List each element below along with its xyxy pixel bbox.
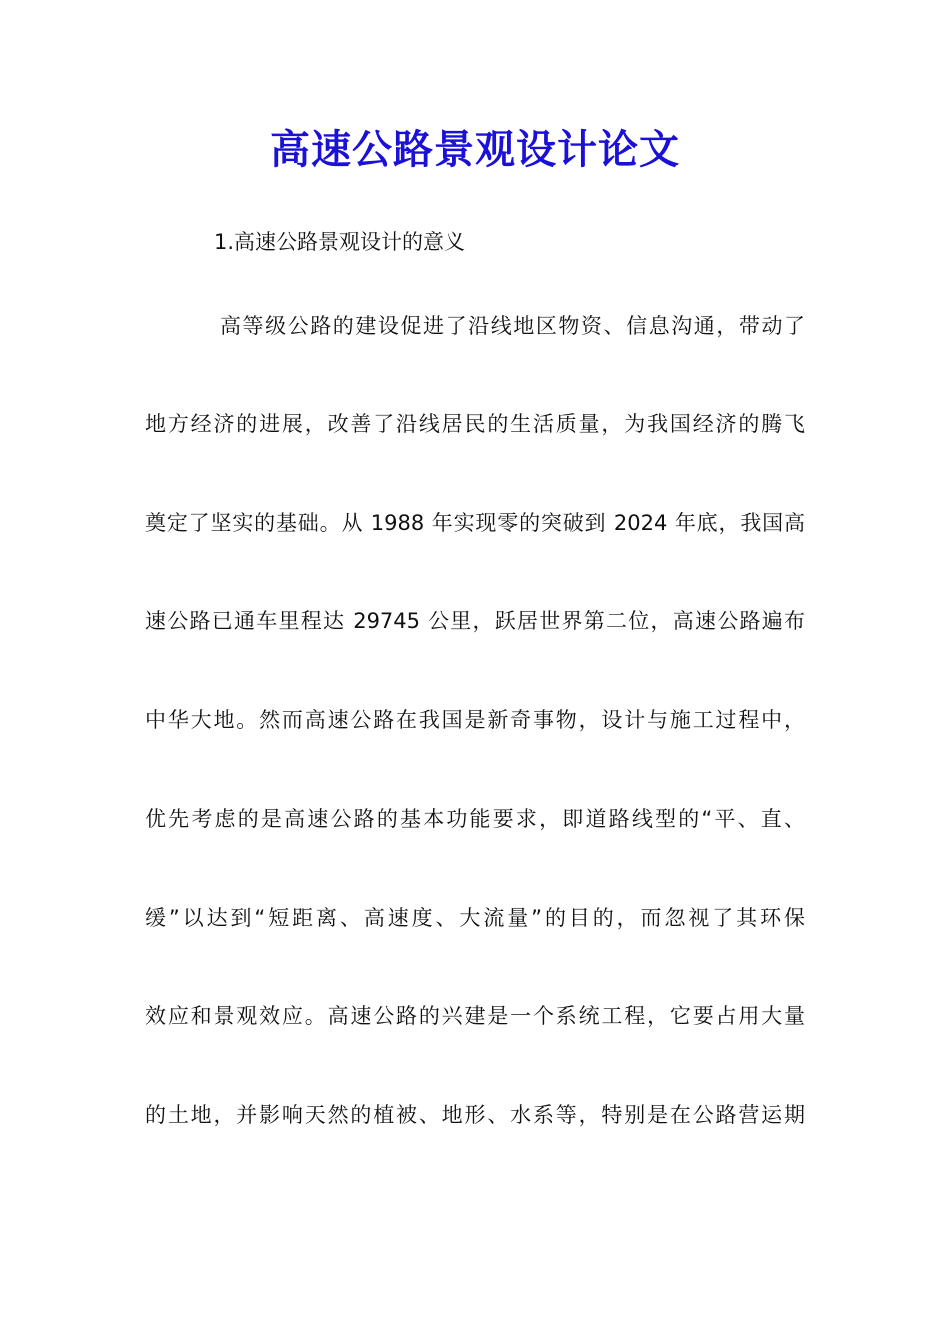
paragraph-line: 速公路已通车里程达 29745 公里，跃居世界第二位，高速公路遍布 [145, 609, 805, 633]
paragraph-line: 高等级公路的建设促进了沿线地区物资、信息沟通，带动了 [220, 314, 805, 338]
section-heading: 1.高速公路景观设计的意义 [214, 230, 466, 254]
paragraph-line: 奠定了坚实的基础。从 1988 年实现零的突破到 2024 年底，我国高 [145, 511, 805, 535]
paragraph-line: 中华大地。然而高速公路在我国是新奇事物，设计与施工过程中， [145, 708, 805, 732]
paragraph-line: 的土地，并影响天然的植被、地形、水系等，特别是在公路营运期 [145, 1103, 805, 1127]
document-title: 高速公路景观设计论文 [270, 126, 680, 173]
paragraph-line: 缓”以达到“短距离、高速度、大流量”的目的，而忽视了其环保 [145, 906, 805, 930]
paragraph-line: 效应和景观效应。高速公路的兴建是一个系统工程，它要占用大量 [145, 1004, 805, 1028]
paragraph-line: 地方经济的进展，改善了沿线居民的生活质量，为我国经济的腾飞 [145, 412, 805, 436]
paragraph-line: 优先考虑的是高速公路的基本功能要求，即道路线型的“平、直、 [145, 807, 805, 831]
